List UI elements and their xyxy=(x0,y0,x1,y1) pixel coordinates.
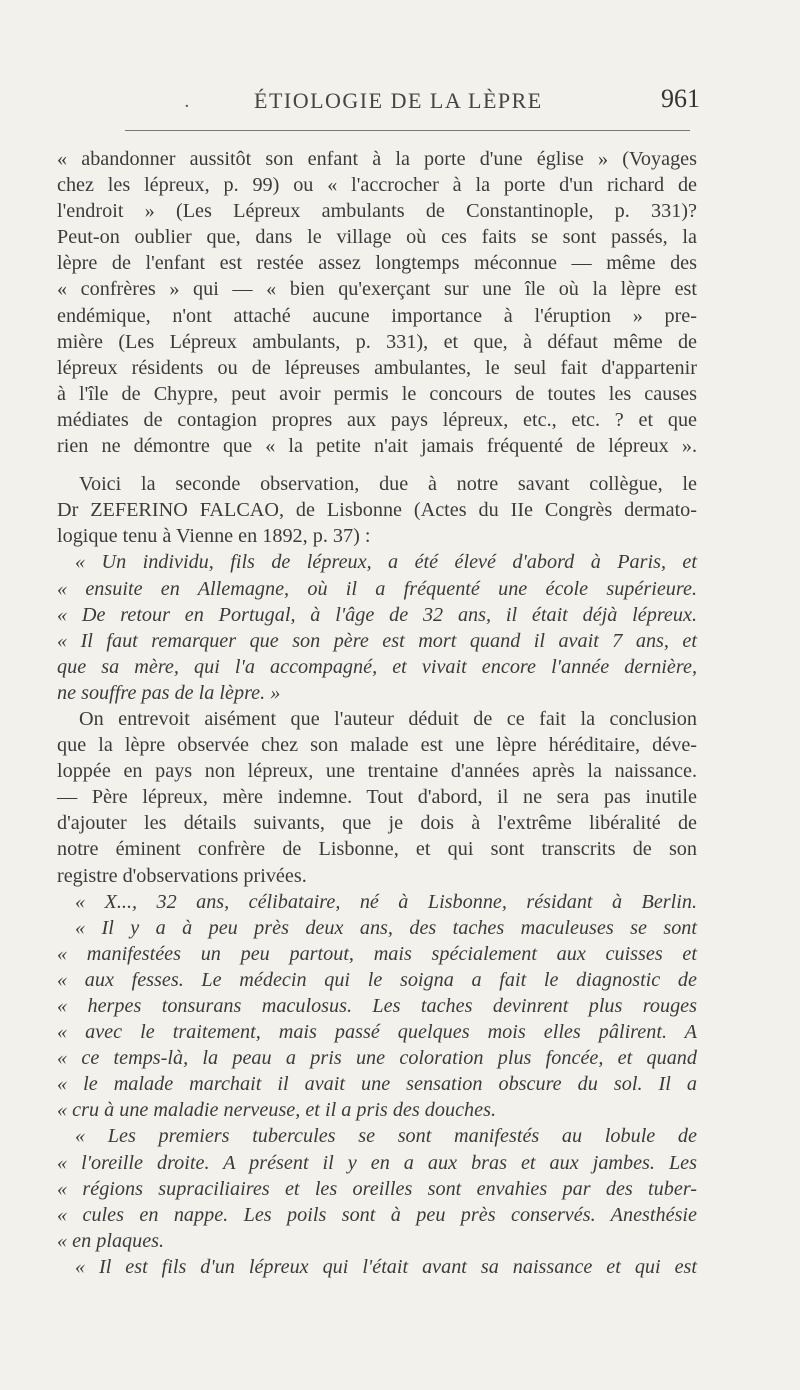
quote-line: « herpes tonsurans maculosus. Les taches devinrent plus rouges xyxy=(57,995,697,1017)
page-number: 961 xyxy=(661,84,700,113)
quote-line: « ce temps-là, la peau a pris une coloration plus foncée, et quand xyxy=(57,1047,697,1070)
text-line: « confrères » qui — « bien qu'exerçant sur une île où la lèpre est xyxy=(57,278,697,301)
text-line: notre éminent confrère de Lisbonne, et qui sont transcrits de son xyxy=(57,838,697,861)
quote-line: « le malade marchait il avait une sensation obscure du sol. Il a xyxy=(57,1073,697,1096)
text-line: à l'île de Chypre, peut avoir permis le concours de toutes les causes xyxy=(57,382,697,405)
text-line: logique tenu à Vienne en 1892, p. 37) : xyxy=(57,525,371,548)
quote-line: « De retour en Portugal, à l'âge de 32 ans, il était déjà lépreux. xyxy=(57,603,697,626)
text-line: médiates de contagion propres aux pays lépreux, etc., etc. ? et que xyxy=(57,408,697,431)
quote-line: « Il y a à peu près deux ans, des taches maculeuses se sont xyxy=(75,916,697,939)
text-line: d'ajouter les détails suivants, que je dois à l'extrême libéralité de xyxy=(57,812,697,835)
text-line: que la lèpre observée chez son malade est une lèpre héréditaire, déve- xyxy=(57,734,697,757)
text-line: mière (Les Lépreux ambulants, p. 331), et que, à défaut même de xyxy=(57,330,697,353)
quote-line: « régions supraciliaires et les oreilles sont envahies par des tuber- xyxy=(57,1177,697,1200)
text-line: Dr ZEFERINO FALCAO, de Lisbonne (Actes du IIe Congrès dermato- xyxy=(57,499,697,522)
quote-line: que sa mère, qui l'a accompagné, et vivait encore l'année dernière, xyxy=(57,655,697,678)
text-line: rien ne démontre que « la petite n'ait jamais fréquenté de lépreux ». xyxy=(57,435,697,458)
text-line: lèpre de l'enfant est restée assez longtemps méconnue — même des xyxy=(57,252,697,275)
header-rule xyxy=(125,130,690,131)
quote-line: « avec le traitement, mais passé quelques mois elles pâlirent. A xyxy=(57,1021,697,1044)
text-line: chez les lépreux, p. 99) ou « l'accrocher à la porte d'un richard de xyxy=(57,174,697,197)
quote-line: « Les premiers tubercules se sont manifestés au lobule de xyxy=(75,1125,697,1148)
text-line: registre d'observations privées. xyxy=(57,864,307,887)
quote-line: ne souffre pas de la lèpre. » xyxy=(57,681,281,704)
text-line: Peut-on oublier que, dans le village où ces faits se sont passés, la xyxy=(57,226,697,249)
quote-line: « X..., 32 ans, célibataire, né à Lisbonne, résidant à Berlin. xyxy=(75,890,697,913)
running-title: ÉTIOLOGIE DE LA LÈPRE xyxy=(254,88,543,113)
quote-line: « aux fesses. Le médecin qui le soigna a fait le diagnostic de xyxy=(57,968,697,991)
quote-line: « Il faut remarquer que son père est mort quand il avait 7 ans, et xyxy=(57,629,697,652)
text-line: l'endroit » (Les Lépreux ambulants de Constantinople, p. 331)? xyxy=(57,200,697,223)
text-line: Voici la seconde observation, due à notre savant collègue, le xyxy=(79,473,697,496)
text-line: On entrevoit aisément que l'auteur déduit de ce fait la conclusion xyxy=(79,707,697,730)
text-line: lépreux résidents ou de lépreuses ambulantes, le seul fait d'appartenir xyxy=(57,356,697,379)
body-text xyxy=(57,146,697,1280)
quote-line: « manifestées un peu partout, mais spécialement aux cuisses et xyxy=(57,942,697,965)
text-line: endémique, n'ont attaché aucune importance à l'éruption » pre- xyxy=(57,304,697,327)
quote-line: « cru à une maladie nerveuse, et il a pris des douches. xyxy=(57,1099,496,1122)
quote-line: « cules en nappe. Les poils sont à peu près conservés. Anesthésie xyxy=(57,1203,697,1226)
quote-line: « ensuite en Allemagne, où il a fréquenté une école supérieure. xyxy=(57,577,697,600)
quote-line: « en plaques. xyxy=(57,1229,165,1252)
quote-line: « Un individu, fils de lépreux, a été élevé d'abord à Paris, et xyxy=(75,551,697,574)
quote-line: « l'oreille droite. A présent il y en a aux bras et aux jambes. Les xyxy=(57,1151,697,1174)
text-line: loppée en pays non lépreux, une trentaine d'années après la naissance. xyxy=(57,760,697,783)
text-line: — Père lépreux, mère indemne. Tout d'abord, il ne sera pas inutile xyxy=(57,786,697,809)
quote-line: « Il est fils d'un lépreux qui l'était avant sa naissance et qui est xyxy=(75,1255,697,1278)
text-line: « abandonner aussitôt son enfant à la porte d'une église » (Voyages xyxy=(57,148,697,170)
header-marker: · xyxy=(184,96,190,117)
